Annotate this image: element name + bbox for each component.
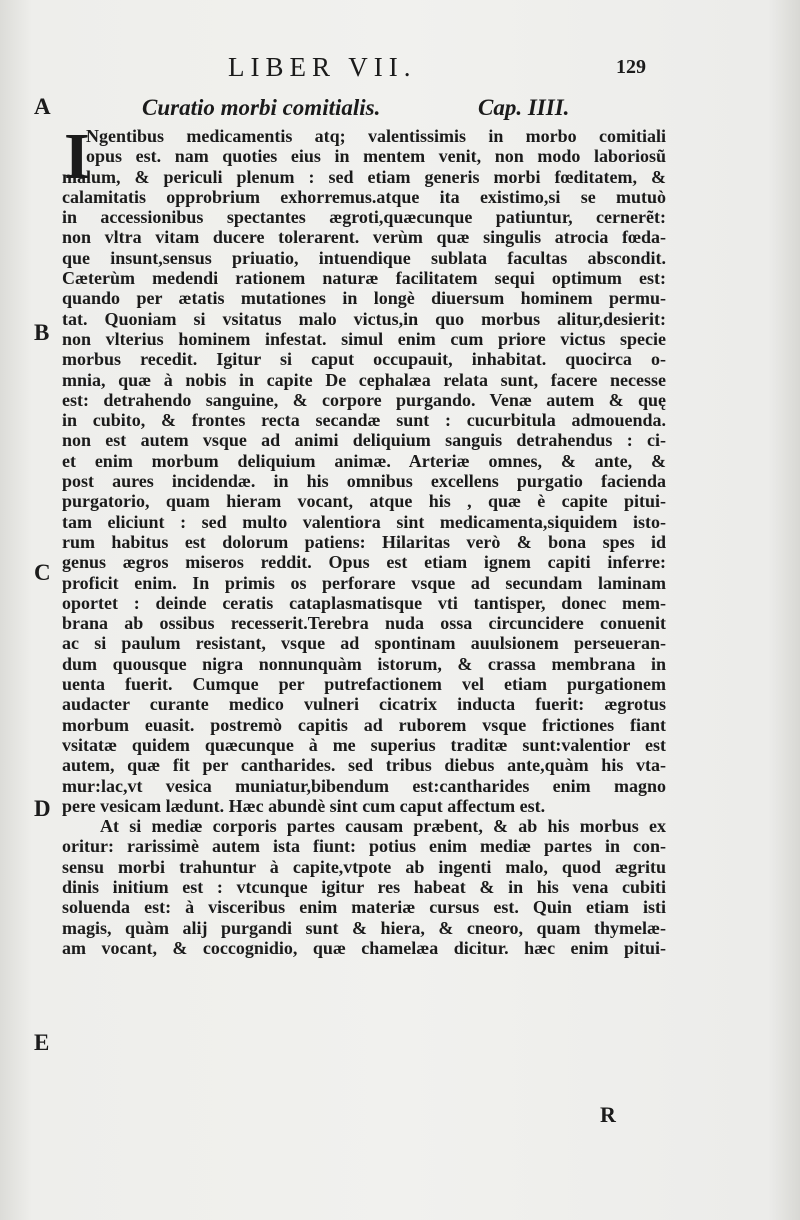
text-line: autem, quæ fit per cantharides. sed tribus diebus ante,quàm his vta- [62,755,666,776]
text-line: non vlterius hominem infestat. simul enim cum priore victus specie [62,328,666,349]
body-text [62,120,666,958]
text-line: est: detrahendo sanguine, & corpore purgando. Venæ autem & quę [62,389,666,410]
text-line: post aures incidendæ. in his omnibus excellens purgatio facienda [62,471,666,492]
running-header [0,52,800,88]
text-line: morbus recedit. Igitur si caput occupauit, inhabitat. quocirca o- [62,349,666,370]
chapter-number: Cap. IIII. [478,95,570,120]
text-line: genus ægros miseros reddit. Opus est etiam ignem capiti inferre: [62,552,666,573]
text-line: que insunt,sensus priuatio, intuendique sublata facultas abscondit. [62,247,666,268]
text-line: proficit enim. In primis os perforare vsque ad secundam laminam [62,572,666,593]
text-line: pere vesicam lædunt. Hæc abundè sint cum caput affectum est. [62,795,546,816]
margin-letter-b: B [34,320,50,345]
text-line: morbum euasit. postremò capitis ad ruborem vsque frictiones fiant [62,714,666,735]
text-line: soluenda est: à visceribus enim materiæ cursus est. Quin etiam isti [62,897,666,918]
margin-letter-d: D [34,796,51,821]
text-line: rum habitus est dolorum patiens: Hilaritas verò & bona spes id [62,531,666,552]
text-line: malum, & periculi plenum : sed etiam generis morbi fœditatem, & [62,166,666,187]
text-line: vsitatæ quidem quæcunque à me superius traditæ sunt:valentior est [62,734,666,755]
margin-letter-a: A [34,94,51,119]
text-line: At si mediæ corporis partes causam præbent, & ab his morbus ex [100,816,666,837]
text-line: uenta fuerit. Cumque per putrefactionem vel etiam purgationem [62,674,666,695]
text-line: ac si paulum resistant, vsque ad spontinam auulsionem perseueran- [62,633,666,654]
text-line: dum quousque nigra nonnunquàm istorum, & crassa membrana in [62,653,666,674]
text-line: quando per ætatis mutationes in longè diuersum hominem permu- [62,288,666,309]
text-line: non vltra vitam ducere tolerarent. verùm quæ singulis atrocia fœda- [62,227,666,248]
text-line: et enim morbum deliquium animæ. Arteriæ omnes, & ante, & [62,450,666,471]
text-line: tat. Quoniam si vsitatus malo victus,in quo morbus alitur,desierit: [62,308,666,329]
page-number: 129 [616,56,646,78]
text-line: tam eliciunt : sed multo valentiora sint medicamenta,siquidem isto- [62,511,666,532]
text-line: mnia, quæ à nobis in capite De cephalæa relata sunt, facere necesse [62,369,666,390]
text-line: sensu morbi trahuntur à capite,vtpote ab ingenti malo, quod ægritu [62,856,666,877]
chapter-heading-line [0,95,800,125]
text-line: oportet : deinde ceratis cataplasmatisque vti tantisper, donec mem- [62,592,666,613]
text-line: in cubito, & frontes recta secandæ sunt : cucurbitula admouenda. [62,410,666,431]
text-line: Ngentibus medicamentis atq; valentissimis in morbo comitiali [86,126,666,146]
text-line: calamitatis opprobrium exhorremus.atque ita existimo,si se mutuò [62,186,666,207]
margin-letter-c: C [34,560,51,585]
text-line: opus est. nam quoties eius in mentem venit, non modo laboriosũ [86,146,666,167]
margin-letter-e: E [34,1030,50,1055]
text-line: Cæterùm medendi rationem naturæ facilitatem sequi optimum est: [62,268,666,289]
drop-cap: I [64,120,90,193]
text-line: oritur: rarissimè autem ista fiunt: potius enim mediæ partes in con- [62,836,666,857]
text-line: audacter curante medico vulneri cicatrix inducta fuerit: ægrotus [62,694,666,715]
text-line: mur:lac,vt vesica muniatur,bibendum est:cantharides enim magno [62,775,666,796]
chapter-heading: Curatio morbi comitialis. [142,95,381,120]
text-line: magis, quàm alij purgandi sunt & hiera, & cneoro, quam thymelæ- [62,917,666,938]
catchword: R [600,1102,616,1127]
text-line: non est autem vsque ad animi deliquium sanguis detrahendus : ci- [62,430,666,451]
running-title: LIBER VII. [228,52,417,82]
text-line: purgatorio, quam hieram vocant, atque his , quæ è capite pitui- [62,491,666,512]
text-line: in accessionibus spectantes ægroti,quæcunque patiuntur, cernerẽt: [62,207,666,228]
text-line: am vocant, & coccognidio, quæ chamelæa dicitur. hæc enim pitui- [62,937,666,958]
text-line: dinis initium est : vtcunque igitur res habeat & in his vena cubiti [62,876,666,897]
text-line: brana ab ossibus recesserit.Terebra nuda ossa circuncidere conuenit [62,613,666,634]
